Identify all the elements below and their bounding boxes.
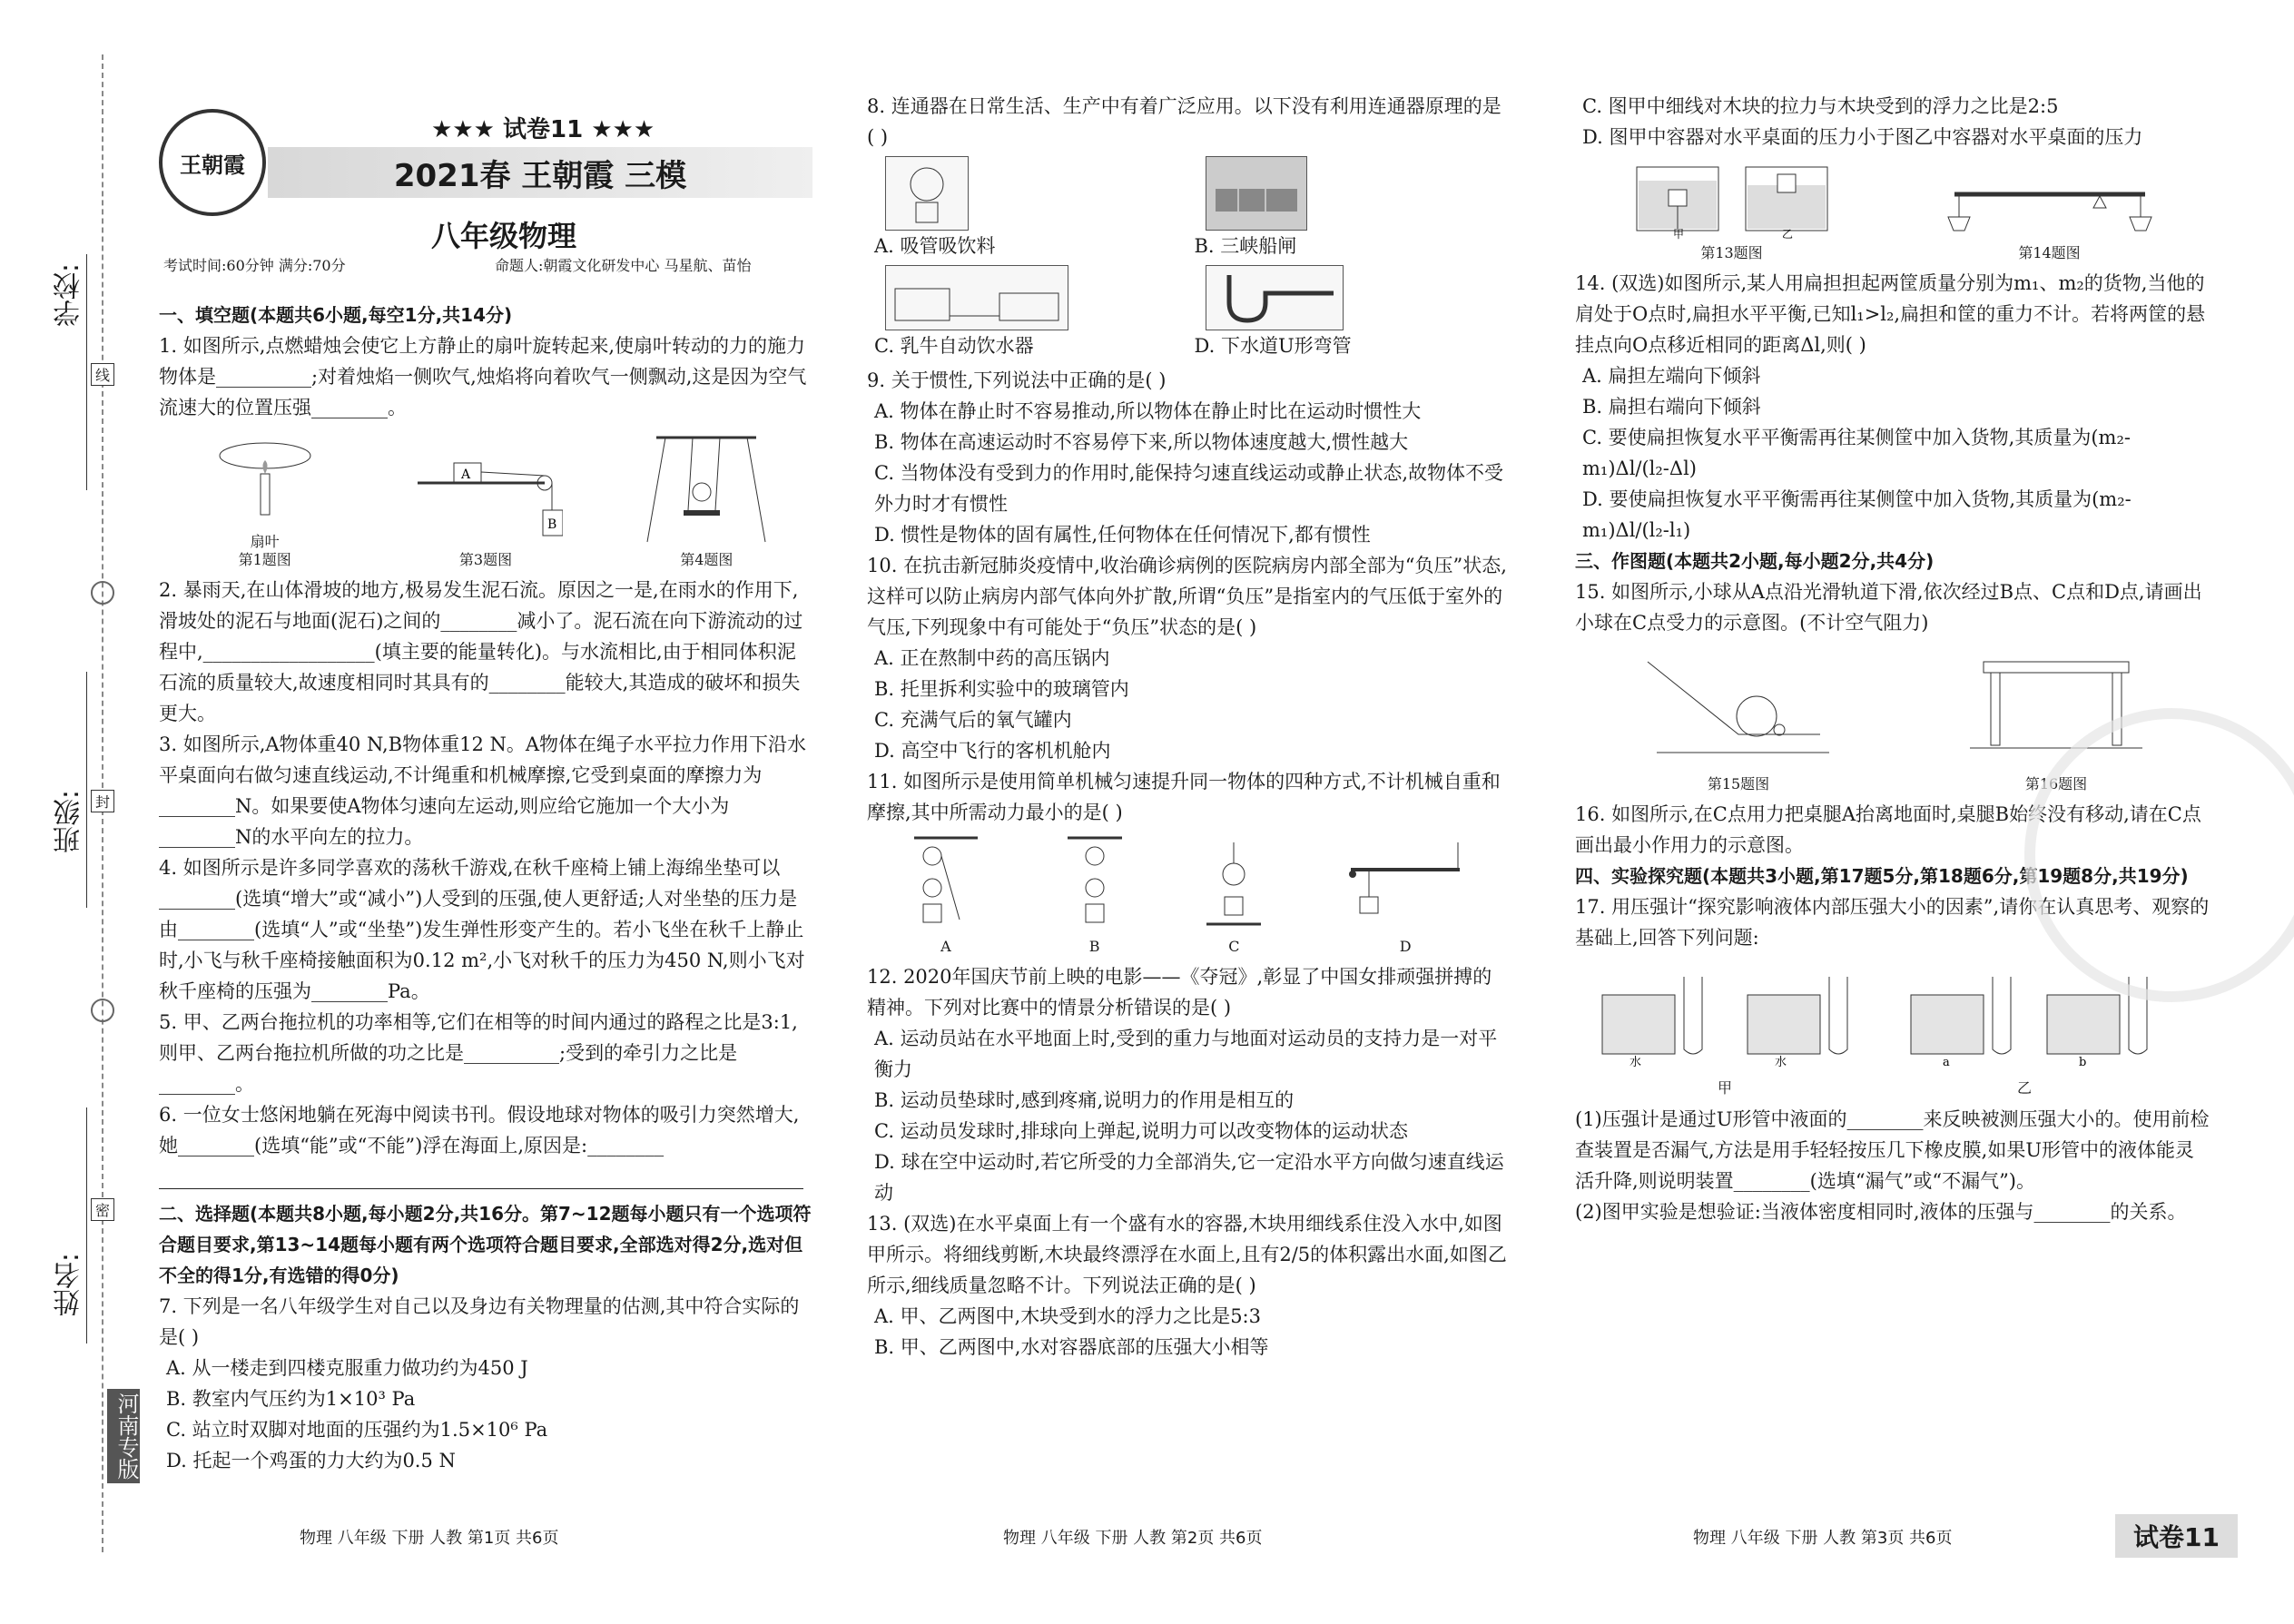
class-label: 班级: [54,790,85,854]
question-3: 3. 如图所示,A物体重40 N,B物体重12 N。A物体在绳子水平拉力作用下沿水平桌面向右做匀速直线运动,不计绳重和机械摩擦,它受到桌面的摩擦力为________N。如果要使A物体匀速向左运动,则应给它施加一个大小为________N的水平向左的拉力。 [159,733,807,848]
q13-option-a[interactable]: A. 甲、乙两图中,木块受到水的浮力之比是5:3 [874,1305,1261,1327]
q7-option-d[interactable]: D. 托起一个鸡蛋的力大约为0.5 N [166,1450,456,1471]
subject-title: 八年级物理 [431,219,577,253]
name-label: 姓名: [54,1253,85,1317]
q14-option-a[interactable]: A. 扁担左端向下倾斜 [1582,365,1761,387]
question-10: 10. 在抗击新冠肺炎疫情中,收治确诊病例的医院病房内部全部为“负压”状态,这样可以防止病房内部气体向外扩散,所谓“负压”是指室内的气压低于室外的气压,下列现象中有可能处于“负压”状态的是( ) [867,555,1507,638]
figure-14 [1941,158,2159,262]
tag-jia: 甲 [1672,228,1684,240]
fig17-caption-yi: 乙 [2016,1079,2032,1097]
q7-option-c[interactable]: C. 站立时双脚对地面的压强约为1.5×10⁶ Pa [166,1419,548,1441]
girl-icon [891,162,963,225]
seal-dense-mark: 密 [91,1198,114,1221]
lever-d-icon [1342,833,1469,933]
paper-label-text: 试卷11 [502,116,584,143]
figure-15 [1639,644,1838,793]
q8-option-d[interactable] [1187,265,1508,361]
author-info: 命题人:朝霞文化研发中心 马星航、苗怡 [495,257,752,274]
q11-option-b[interactable] [1063,833,1127,956]
school-label: 学校: [54,263,85,328]
figure-3-caption: 第3题图 [458,551,513,568]
logo [159,109,266,216]
column-1 [159,300,812,1476]
q8-option-b[interactable] [1187,156,1508,261]
containers-figure [1628,158,1836,240]
figure-4-caption: 第4题图 [680,551,733,568]
q13-option-b[interactable]: B. 甲、乙两图中,水对容器底部的压强大小相等 [874,1336,1269,1358]
question-2: 2. 暴雨天,在山体滑坡的地方,极易发生泥石流。原因之一是,在雨水的作用下,滑坡处的泥石与地面(泥石)之间的________减小了。泥石流在向下游流动的过程中,__________________(填主要的能量转化)。与水流相比,由于相同体积泥石流的质量较大,故速度相同时其具有的________能较大,其造成的破坏和损失更大。 [159,579,803,724]
punch-hole [91,581,114,605]
question-11: 11. 如图所示是使用简单机械匀速提升同一物体的四种方式,不计机械自重和摩擦,其中所需动力最小的是( ) [867,771,1501,823]
q7-option-a[interactable]: A. 从一楼走到四楼克服重力做功约为450 J [166,1357,528,1379]
cow-waterer-image [885,265,1068,330]
q8-option-b-label: B. 三峡船闸 [1194,235,1297,257]
question-9: 9. 关于惯性,下列说法中正确的是( ) [867,369,1167,391]
svg-text:A: A [460,468,471,482]
swing-figure [638,428,774,546]
figures-13-14 [1575,158,2210,262]
name-line [86,1107,87,1343]
school-line [86,254,87,490]
question-12: 12. 2020年国庆节前上映的电影——《夺冠》,彰显了中国女排顽强拼搏的精神。下列对比赛中的情景分析错误的是( ) [867,966,1492,1019]
q10-option-b[interactable]: B. 托里拆利实验中的玻璃管内 [874,678,1129,700]
question-7: 7. 下列是一名八年级学生对自己以及身边有关物理量的估测,其中符合实际的是( ) [159,1295,800,1348]
paper-badge-text: 试卷11 [2133,1522,2220,1552]
footer-page-2: 物理 八年级 下册 人教 第2页 共6页 [1003,1529,1263,1548]
q8-options-grid [867,156,1507,361]
seal-line-mark: 线 [91,363,114,386]
q9-option-a[interactable]: A. 物体在静止时不容易推动,所以物体在静止时比在运动时惯性大 [874,400,1422,422]
fan-tag: 扇叶 [250,533,280,550]
answer-line[interactable] [159,1168,803,1189]
q9-option-d[interactable]: D. 惯性是物体的固有属性,任何物体在任何情况下,都有惯性 [874,524,1371,546]
tag-b: b [2079,1056,2087,1068]
q11-label-b: B [1088,938,1100,955]
q11-label-c: C [1228,938,1240,955]
shoulder-pole-figure [1941,158,2159,240]
q11-figures [867,833,1507,956]
tag-yi: 乙 [1781,228,1793,240]
dam-icon [1211,162,1302,225]
q12-option-a[interactable]: A. 运动员站在水平地面上时,受到的重力与地面对运动员的支持力是一对平衡力 [874,1028,1498,1080]
column-3 [1575,91,2210,1227]
q11-option-d[interactable] [1342,833,1469,956]
u-pipe-image [1206,265,1344,330]
figure-13 [1628,158,1836,262]
question-8: 8. 连通器在日常生活、生产中有着广泛应用。以下没有利用连通器原理的是( ) [867,95,1501,148]
candle-fan-figure [197,428,333,528]
pulley-a-icon [905,833,987,933]
q12-option-d[interactable]: D. 球在空中运动时,若它所受的力全部消失,它一定沿水平方向做匀速直线运动 [874,1151,1504,1204]
question-17-2: (2)图甲实验是想验证:当液体密度相同时,液体的压强与________的关系。 [1575,1201,2187,1223]
q8-option-a-label: A. 吸管吸饮料 [874,235,996,257]
girl-straw-image [885,156,969,231]
tag-water-2: 水 [1775,1056,1787,1068]
question-4: 4. 如图所示是许多同学喜欢的荡秋千游戏,在秋千座椅上铺上海绵坐垫可以________(选填“增大”或“减小”)人受到的压强,使人更舒适;人对坐垫的压力是由________(选填“人”或“坐垫”)发生弹性形变产生的。若小飞坐在秋千上静止时,小飞与秋千座椅接触面积为0.12 m²,小飞对秋千的压力为450 N,则小飞对秋千座椅的压强为________Pa。 [159,857,805,1002]
region-badge: 河南专版 [107,1389,140,1483]
punch-hole [91,999,114,1022]
tag-water-1: 水 [1629,1056,1642,1068]
q10-option-d[interactable]: D. 高空中飞行的客机机舱内 [874,740,1111,762]
question-13: 13. (双选)在水平桌面上有一个盛有水的容器,木块用细线系住没入水中,如图甲所示。将细线剪断,木块最终漂浮在水面上,且有2/5的体积露出水面,如图乙所示,细线质量忽略不计。下列说法正确的是( ) [867,1213,1507,1296]
tag-a: a [1943,1056,1950,1068]
figure-13-caption: 第13题图 [1700,244,1763,261]
section-drawing-title: 三、作图题(本题共2小题,每小题2分,共4分) [1575,550,1935,572]
question-17-1: (1)压强计是通过U形管中液面的________来反映被测压强大小的。使用前检查装置是否漏气,方法是用手轻轻按压几下橡皮膜,如果U形管中的液体能灵活升降,则说明装置________(选填“漏气”或“不漏气”)。 [1575,1108,2210,1192]
dam-lock-image [1206,156,1307,231]
q8-option-c[interactable] [867,265,1187,361]
class-line [86,672,87,908]
pulley-b-icon [1063,833,1127,933]
q11-label-d: D [1399,938,1412,955]
section-choice-title: 二、选择题(本题共8小题,每小题2分,共16分。第7~12题每小题只有一个选项符合题目要求,第13~14题每小题有两个选项符合题目要求,全部选对得2分,选对但不全的得1分,有选错的得0分) [159,1203,812,1286]
paper-badge [2115,1514,2238,1558]
question-1: 1. 如图所示,点燃蜡烛会使它上方静止的扇叶旋转起来,使扇叶转动的力的施力物体是__________;对着烛焰一侧吹气,烛焰将向着吹气一侧飘动,这是因为空气流速大的位置压强________。 [159,335,807,418]
q14-option-c[interactable]: C. 要使扁担恢复水平平衡需再往某侧筐中加入货物,其质量为(m₂-m₁)Δl/(l₂-Δl) [1582,427,2131,479]
logo-text: 王朝霞 [180,151,245,178]
q13-option-c[interactable]: C. 图甲中细线对木块的拉力与木块受到的浮力之比是2:5 [1582,95,2059,117]
q13-option-d[interactable]: D. 图甲中容器对水平桌面的压力小于图乙中容器对水平桌面的压力 [1582,126,2143,148]
section-fill-title: 一、填空题(本题共6小题,每空1分,共14分) [159,304,513,326]
fig17-caption-jia: 甲 [1717,1079,1732,1097]
section-experiment-title: 四、实验探究题(本题共3小题,第17题5分,第18题6分,第19题8分,共19分) [1575,865,2189,887]
figure-4 [638,428,774,569]
figure-3 [409,447,563,569]
q8-option-c-label: C. 乳牛自动饮水器 [874,335,1034,357]
q10-option-c[interactable]: C. 充满气后的氧气罐内 [874,709,1072,731]
track-figure[interactable] [1639,644,1838,771]
q9-option-c[interactable]: C. 当物体没有受到力的作用时,能保持匀速直线运动或静止状态,故物体不受外力时才有惯性 [874,462,1504,515]
figures-1-3-4 [159,428,812,569]
pulley-block-figure [409,447,563,546]
svg-text:B: B [546,517,557,532]
q11-option-c[interactable] [1202,833,1265,956]
question-15: 15. 如图所示,小球从A点沿光滑轨道下滑,依次经过B点、C点和D点,请画出小球在C点受力的示意图。(不计空气阻力) [1575,581,2202,634]
q14-option-d[interactable]: D. 要使扁担恢复水平平衡需再往某侧筐中加入货物,其质量为(m₂-m₁)Δl/(l₂-l₁) [1582,488,2132,541]
title-band [268,147,812,198]
q14-option-b[interactable]: B. 扁担右端向下倾斜 [1582,396,1761,418]
question-14: 14. (双选)如图所示,某人用扁担担起两筐质量分别为m₁、m₂的货物,当他的肩处于O点时,扁担水平平衡,已知l₁>l₂,扁担和筐的重力不计。若将两筐的悬挂点向O点移近相同的距离Δl,则( ) [1575,272,2206,356]
question-17: 17. 用压强计“探究影响液体内部压强大小的因素”,请你在认真思考、观察的基础上,回答下列问题: [1575,896,2210,949]
seal-seal-mark: 封 [91,790,114,812]
q10-option-a[interactable]: A. 正在熬制中药的高压锅内 [874,647,1110,669]
figure-14-caption: 第14题图 [2018,244,2081,261]
footer-page-3: 物理 八年级 下册 人教 第3页 共6页 [1693,1529,1953,1548]
exam-info: 考试时间:60分钟 满分:70分 [163,257,346,274]
figure-17-captions [1575,1073,2174,1104]
question-6: 6. 一位女士悠闲地躺在死海中阅读书刊。假设地球对物体的吸引力突然增大,她________(选填“能”或“不能”)浮在海面上,原因是:________ [159,1104,800,1156]
q12-option-b[interactable]: B. 运动员垫球时,感到疼痛,说明力的作用是相互的 [874,1089,1295,1111]
figure-16-caption: 第16题图 [2024,775,2088,792]
exam-title: 2021春 王朝霞 三模 [393,157,687,194]
q8-option-a[interactable] [867,156,1187,261]
q9-option-b[interactable]: B. 物体在高速运动时不容易停下来,所以物体速度越大,惯性越大 [874,431,1409,453]
q8-option-d-label: D. 下水道U形弯管 [1194,335,1352,357]
u-pipe-icon [1211,271,1338,325]
figure-1-caption: 第1题图 [238,551,291,568]
figure-15-caption: 第15题图 [1707,775,1770,792]
binding-sidebar [0,0,150,1624]
footer-page-1: 物理 八年级 下册 人教 第1页 共6页 [300,1529,559,1548]
figure-1 [197,428,333,569]
q11-option-a[interactable] [905,833,987,956]
paper-label: ★★★ 试卷11 ★★★ [431,116,655,143]
question-5: 5. 甲、乙两台拖拉机的功率相等,它们在相等的时间内通过的路程之比是3:1,则甲、乙两台拖拉机所做的功之比是__________;受到的牵引力之比是________。 [159,1011,798,1095]
pulley-c-icon [1202,833,1265,933]
column-2 [867,91,1507,1363]
waterer-icon [891,271,1063,325]
question-16: 16. 如图所示,在C点用力把桌腿A抬离地面时,桌腿B始终没有移动,请在C点画出最小作用力的示意图。 [1575,803,2201,856]
q11-label-a: A [940,938,951,955]
q7-option-b[interactable]: B. 教室内气压约为1×10³ Pa [166,1388,416,1410]
q12-option-c[interactable]: C. 运动员发球时,排球向上弹起,说明力可以改变物体的运动状态 [874,1120,1409,1142]
